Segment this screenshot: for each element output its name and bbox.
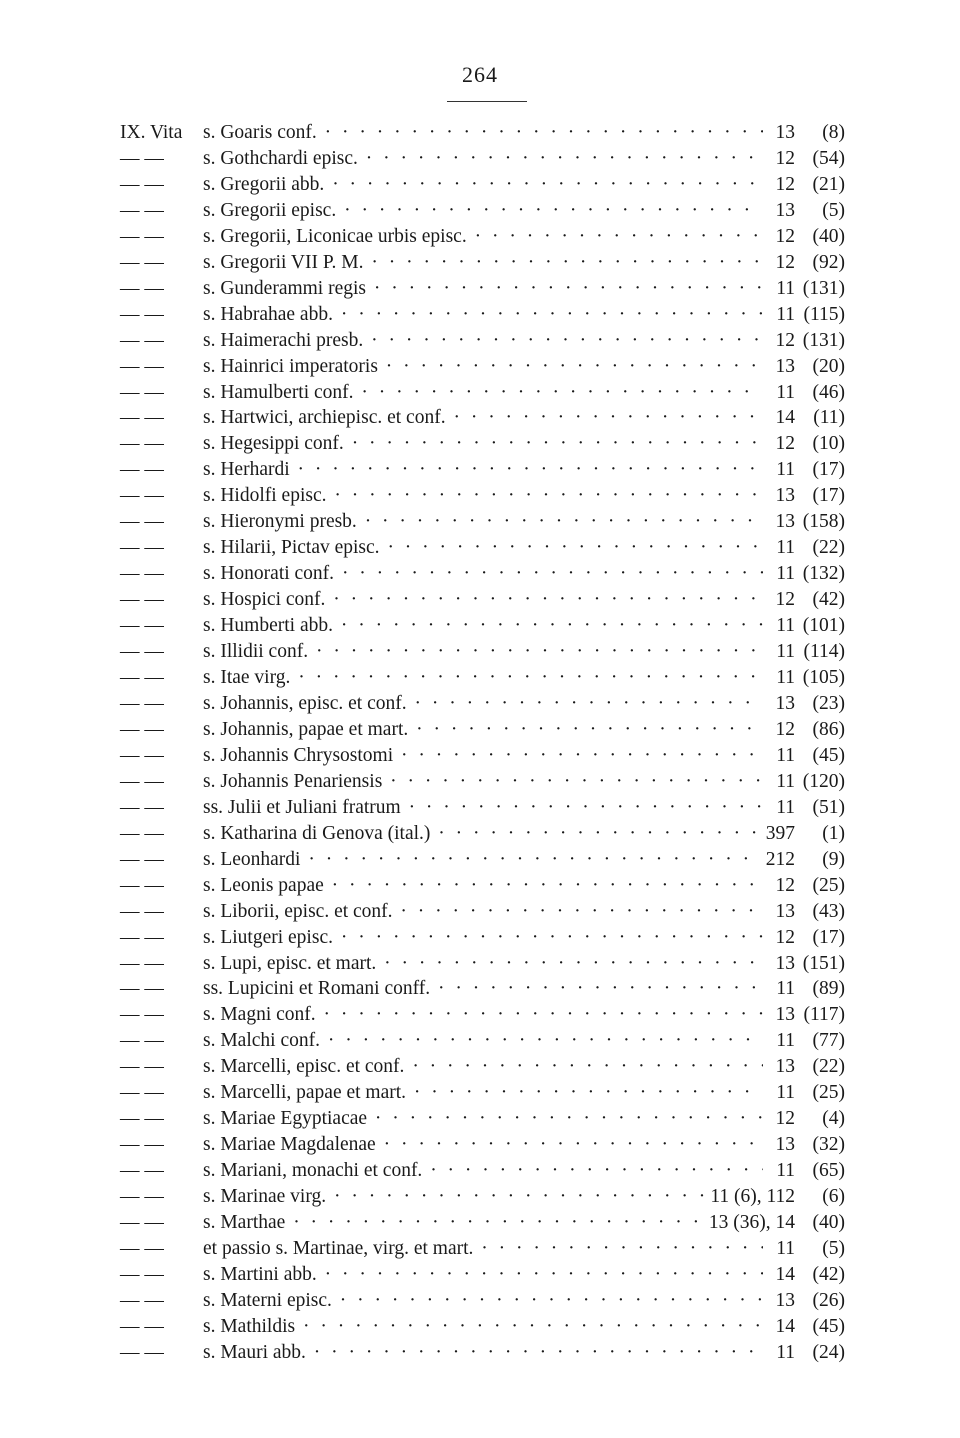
entry-volume: 12	[772, 717, 796, 743]
entry-reference: (42)	[812, 589, 845, 611]
entry-title: s. Johannis, papae et mart. · · ·	[203, 717, 763, 743]
entry-reference: (45)	[812, 744, 845, 766]
index-entry	[0, 380, 960, 406]
entry-prefix: — —	[120, 952, 164, 974]
index-entry	[0, 587, 960, 613]
entry-volume: 12	[772, 925, 796, 951]
entry-volume: 12	[772, 873, 796, 899]
entry-volume: 12	[772, 172, 796, 198]
entry-prefix: — —	[120, 822, 164, 844]
entry-volume: 11	[772, 639, 795, 665]
entry-title: s. Johannis, episc. et conf. · · ·	[203, 691, 763, 717]
entry-prefix: — —	[120, 199, 164, 221]
entry-title: s. Liutgeri episc. · · ·	[203, 925, 763, 951]
entry-prefix: — —	[120, 1134, 164, 1156]
entry-reference: (17)	[812, 926, 845, 948]
entry-title: s. Martini abb. · · ·	[203, 1262, 763, 1288]
entry-reference: (22)	[812, 1056, 845, 1078]
entry-title: s. Marthae · · ·	[203, 1210, 763, 1236]
entry-prefix: — —	[120, 433, 164, 455]
index-entry	[0, 535, 960, 561]
entry-volume: 13	[772, 509, 796, 535]
index-entry	[0, 276, 960, 302]
entry-prefix: — —	[120, 511, 164, 533]
entry-title: s. Liborii, episc. et conf. · · ·	[203, 899, 763, 925]
entry-reference: (54)	[812, 147, 845, 169]
entry-prefix: — —	[120, 900, 164, 922]
entry-reference: (92)	[812, 251, 845, 273]
entry-volume: 12	[772, 224, 796, 250]
entry-title: s. Mariae Magdalenae · · ·	[203, 1132, 763, 1158]
entry-title: s. Lupi, episc. et mart. · · ·	[203, 951, 763, 977]
entry-prefix: — —	[120, 1186, 164, 1208]
entry-volume: 13	[772, 120, 796, 146]
entry-title: s. Gregorii episc. · · ·	[203, 198, 763, 224]
index-entry	[0, 328, 960, 354]
entry-volume: 11	[772, 795, 795, 821]
entry-volume: 13	[772, 1132, 796, 1158]
entry-prefix: — —	[120, 667, 164, 689]
entry-prefix: — —	[120, 1082, 164, 1104]
index-entry	[0, 250, 960, 276]
index-entry	[0, 951, 960, 977]
entry-prefix: — —	[120, 303, 164, 325]
entry-reference: (10)	[812, 433, 845, 455]
index-entry	[0, 613, 960, 639]
index-entry	[0, 198, 960, 224]
entry-reference: (117)	[803, 1004, 845, 1026]
entry-prefix: — —	[120, 329, 164, 351]
entry-prefix: — —	[120, 147, 164, 169]
entry-title: ss. Julii et Juliani fratrum · · ·	[203, 795, 763, 821]
index-entry	[0, 769, 960, 795]
entry-reference: (40)	[812, 1212, 845, 1234]
entry-volume: 12	[772, 250, 796, 276]
entry-prefix: — —	[120, 641, 164, 663]
entry-prefix: — —	[120, 926, 164, 948]
entry-reference: (105)	[802, 667, 845, 689]
entry-prefix: — —	[120, 848, 164, 870]
entry-title: s. Materni episc. · · ·	[203, 1288, 763, 1314]
entry-reference: (20)	[812, 355, 845, 377]
entry-title: s. Herhardi · · ·	[203, 457, 763, 483]
entry-title: s. Mariae Egyptiacae · · ·	[203, 1106, 763, 1132]
entry-reference: (32)	[812, 1134, 845, 1156]
entry-prefix: — —	[120, 1263, 164, 1285]
index-entry	[0, 847, 960, 873]
entry-prefix: — —	[120, 1341, 164, 1363]
entry-title: s. Hartwici, archiepisc. et conf. · · ·	[203, 405, 763, 431]
entry-title: s. Mariani, monachi et conf. · · ·	[203, 1158, 763, 1184]
entry-title: s. Hidolfi episc. · · ·	[203, 483, 763, 509]
entry-title: s. Marcelli, papae et mart. · · ·	[203, 1080, 763, 1106]
entry-prefix: — —	[120, 459, 164, 481]
entry-volume: 11	[772, 743, 795, 769]
entry-reference: (4)	[822, 1108, 845, 1130]
entry-title: s. Mauri abb. · · ·	[203, 1340, 763, 1366]
entry-volume: 12	[772, 431, 796, 457]
entry-reference: (131)	[802, 277, 845, 299]
entry-title: s. Hospici conf. · · ·	[203, 587, 763, 613]
entry-title: s. Humberti abb. · · ·	[203, 613, 763, 639]
entry-prefix: — —	[120, 1108, 164, 1130]
entry-reference: (23)	[812, 692, 845, 714]
entry-prefix: — —	[120, 225, 164, 247]
index-entry	[0, 717, 960, 743]
entry-reference: (5)	[822, 199, 845, 221]
entry-reference: (115)	[803, 303, 845, 325]
entry-prefix: — —	[120, 485, 164, 507]
index-entry	[0, 976, 960, 1002]
index-entry	[0, 1262, 960, 1288]
index-entry	[0, 1210, 960, 1236]
entry-title: s. Leonhardi · · ·	[203, 847, 763, 873]
index-entry	[0, 509, 960, 535]
entry-volume: 11	[772, 457, 795, 483]
entry-volume: 13	[772, 483, 796, 509]
entry-volume: 13	[772, 951, 796, 977]
entry-title: s. Magni conf. · · ·	[203, 1002, 763, 1028]
entry-title: s. Honorati conf. · · ·	[203, 561, 763, 587]
page-number: 264	[462, 62, 498, 87]
entry-reference: (5)	[822, 1237, 845, 1259]
entry-prefix: — —	[120, 1056, 164, 1078]
entry-volume: 11 (6), 112	[706, 1184, 795, 1210]
entry-volume: 13	[772, 1002, 796, 1028]
entry-reference: (40)	[812, 225, 845, 247]
entry-prefix: — —	[120, 770, 164, 792]
entry-reference: (45)	[812, 1315, 845, 1337]
page-number-rule	[447, 101, 527, 102]
entry-volume: 14	[772, 1314, 796, 1340]
entry-reference: (158)	[802, 511, 845, 533]
index-entry	[0, 691, 960, 717]
entry-reference: (131)	[802, 329, 845, 351]
entry-volume: 14	[772, 405, 796, 431]
entry-title: et passio s. Martinae, virg. et mart. · · ·	[203, 1236, 763, 1262]
entry-volume: 12	[772, 146, 796, 172]
index-entry	[0, 1054, 960, 1080]
index-entry	[0, 1080, 960, 1106]
index-entry	[0, 1106, 960, 1132]
entry-volume: 11	[772, 1158, 795, 1184]
entry-volume: 13	[772, 1288, 796, 1314]
entry-reference: (11)	[813, 407, 845, 429]
entry-prefix: — —	[120, 1004, 164, 1026]
entry-prefix: — —	[120, 796, 164, 818]
entry-volume: 11	[772, 302, 795, 328]
entry-volume: 11	[772, 665, 795, 691]
entry-title: s. Gregorii abb. · · ·	[203, 172, 763, 198]
entry-volume: 13	[772, 198, 796, 224]
entry-title: s. Katharina di Genova (ital.) · · ·	[203, 821, 763, 847]
index-entry	[0, 561, 960, 587]
index-entry	[0, 354, 960, 380]
index-entry	[0, 431, 960, 457]
entry-volume: 11	[772, 1080, 795, 1106]
index-entry	[0, 1314, 960, 1340]
entry-title: s. Hamulberti conf. · · ·	[203, 380, 763, 406]
index-entry	[0, 120, 960, 146]
entry-title: s. Habrahae abb. · · ·	[203, 302, 763, 328]
entry-reference: (42)	[812, 1263, 845, 1285]
entry-reference: (8)	[822, 122, 845, 143]
entry-prefix: — —	[120, 1315, 164, 1337]
entry-prefix: — —	[120, 692, 164, 714]
entry-reference: (151)	[802, 952, 845, 974]
entry-reference: (1)	[822, 822, 845, 844]
entry-title: s. Hegesippi conf. · · ·	[203, 431, 763, 457]
entry-volume: 12	[772, 1106, 796, 1132]
entry-prefix: — —	[120, 978, 164, 1000]
entry-prefix: — —	[120, 718, 164, 740]
entry-title: s. Itae virg. · · ·	[203, 665, 763, 691]
entry-reference: (25)	[812, 874, 845, 896]
entry-prefix: — —	[120, 744, 164, 766]
entry-volume: 11	[772, 561, 795, 587]
entry-reference: (17)	[812, 485, 845, 507]
entry-title: s. Hilarii, Pictav episc. · · ·	[203, 535, 763, 561]
entry-volume: 13	[772, 354, 796, 380]
entry-title: s. Hainrici imperatoris · · ·	[203, 354, 763, 380]
entry-title: s. Gregorii VII P. M. · · ·	[203, 250, 763, 276]
entry-volume: 11	[772, 1236, 795, 1262]
entry-reference: (89)	[812, 978, 845, 1000]
entry-prefix: — —	[120, 381, 164, 403]
index-entry	[0, 665, 960, 691]
entry-title: s. Gothchardi episc. · · ·	[203, 146, 763, 172]
entry-prefix: — —	[120, 1237, 164, 1259]
entry-title: s. Leonis papae · · ·	[203, 873, 763, 899]
entry-reference: (51)	[812, 796, 845, 818]
entry-volume: 13	[772, 1054, 796, 1080]
entry-title: s. Illidii conf. · · ·	[203, 639, 763, 665]
entry-prefix: — —	[120, 615, 164, 637]
index-entry	[0, 743, 960, 769]
entry-prefix: — —	[120, 251, 164, 273]
entry-reference: (9)	[822, 848, 845, 870]
entry-title: s. Haimerachi presb. · · ·	[203, 328, 763, 354]
entry-volume: 14	[772, 1262, 796, 1288]
entry-volume: 12	[772, 587, 796, 613]
entry-prefix: — —	[120, 1212, 164, 1234]
entry-prefix: — —	[120, 1160, 164, 1182]
entry-prefix: — —	[120, 874, 164, 896]
index-entry	[0, 925, 960, 951]
entry-prefix: — —	[120, 355, 164, 377]
entry-volume: 13	[772, 899, 796, 925]
entry-volume: 13	[772, 691, 796, 717]
index-entry	[0, 821, 960, 847]
index-entry	[0, 873, 960, 899]
entry-reference: (43)	[812, 900, 845, 922]
entry-reference: (21)	[812, 173, 845, 195]
entry-volume: 397	[762, 821, 795, 847]
entry-title: s. Goaris conf. · · ·	[203, 120, 763, 146]
entry-title: s. Johannis Chrysostomi · · ·	[203, 743, 763, 769]
entry-reference: (24)	[812, 1341, 845, 1363]
entry-prefix: — —	[120, 1030, 164, 1052]
entry-volume: 11	[772, 769, 795, 795]
entry-prefix: IX. Vita	[120, 122, 183, 143]
entry-volume: 13 (36), 14	[705, 1210, 795, 1236]
index-entry	[0, 405, 960, 431]
index-entry	[0, 639, 960, 665]
index-entry	[0, 899, 960, 925]
entry-reference: (86)	[812, 718, 845, 740]
entry-reference: (101)	[802, 615, 845, 637]
index-entry	[0, 1158, 960, 1184]
index-entry	[0, 1028, 960, 1054]
entry-prefix: — —	[120, 407, 164, 429]
index-entry	[0, 1236, 960, 1262]
index-entry	[0, 224, 960, 250]
entry-volume: 11	[772, 535, 795, 561]
entry-reference: (114)	[803, 641, 845, 663]
index-entry	[0, 1184, 960, 1210]
entry-title: s. Gregorii, Liconicae urbis episc. · · ·	[203, 224, 763, 250]
index-entry	[0, 1002, 960, 1028]
entry-title: s. Marinae virg. · · ·	[203, 1184, 763, 1210]
index-entries	[0, 120, 960, 1366]
entry-prefix: — —	[120, 173, 164, 195]
index-entry	[0, 1340, 960, 1366]
entry-title: s. Malchi conf. · · ·	[203, 1028, 763, 1054]
index-entry	[0, 457, 960, 483]
index-entry	[0, 483, 960, 509]
entry-reference: (46)	[812, 381, 845, 403]
entry-prefix: — —	[120, 589, 164, 611]
entry-reference: (77)	[812, 1030, 845, 1052]
entry-title: s. Mathildis · · ·	[203, 1314, 763, 1340]
entry-reference: (120)	[802, 770, 845, 792]
entry-volume: 11	[772, 1340, 795, 1366]
entry-volume: 212	[762, 847, 795, 873]
entry-volume: 11	[772, 976, 795, 1002]
entry-reference: (25)	[812, 1082, 845, 1104]
entry-prefix: — —	[120, 537, 164, 559]
entry-volume: 11	[772, 380, 795, 406]
entry-reference: (26)	[812, 1289, 845, 1311]
index-entry	[0, 146, 960, 172]
entry-title: s. Johannis Penariensis · · ·	[203, 769, 763, 795]
entry-volume: 11	[772, 613, 795, 639]
entry-title: s. Gunderammi regis · · ·	[203, 276, 763, 302]
entry-volume: 11	[772, 276, 795, 302]
entry-volume: 11	[772, 1028, 795, 1054]
index-entry	[0, 1132, 960, 1158]
entry-title: s. Hieronymi presb. · · ·	[203, 509, 763, 535]
entry-reference: (65)	[812, 1160, 845, 1182]
entry-title: s. Marcelli, episc. et conf. · · ·	[203, 1054, 763, 1080]
entry-prefix: — —	[120, 1289, 164, 1311]
entry-title: ss. Lupicini et Romani conff. · · ·	[203, 976, 763, 1002]
entry-reference: (132)	[802, 563, 845, 585]
index-entry	[0, 172, 960, 198]
entry-reference: (6)	[822, 1186, 845, 1208]
entry-volume: 12	[772, 328, 796, 354]
index-entry	[0, 1288, 960, 1314]
entry-reference: (22)	[812, 537, 845, 559]
entry-prefix: — —	[120, 277, 164, 299]
entry-prefix: — —	[120, 563, 164, 585]
index-entry	[0, 302, 960, 328]
entry-reference: (17)	[812, 459, 845, 481]
index-entry	[0, 795, 960, 821]
